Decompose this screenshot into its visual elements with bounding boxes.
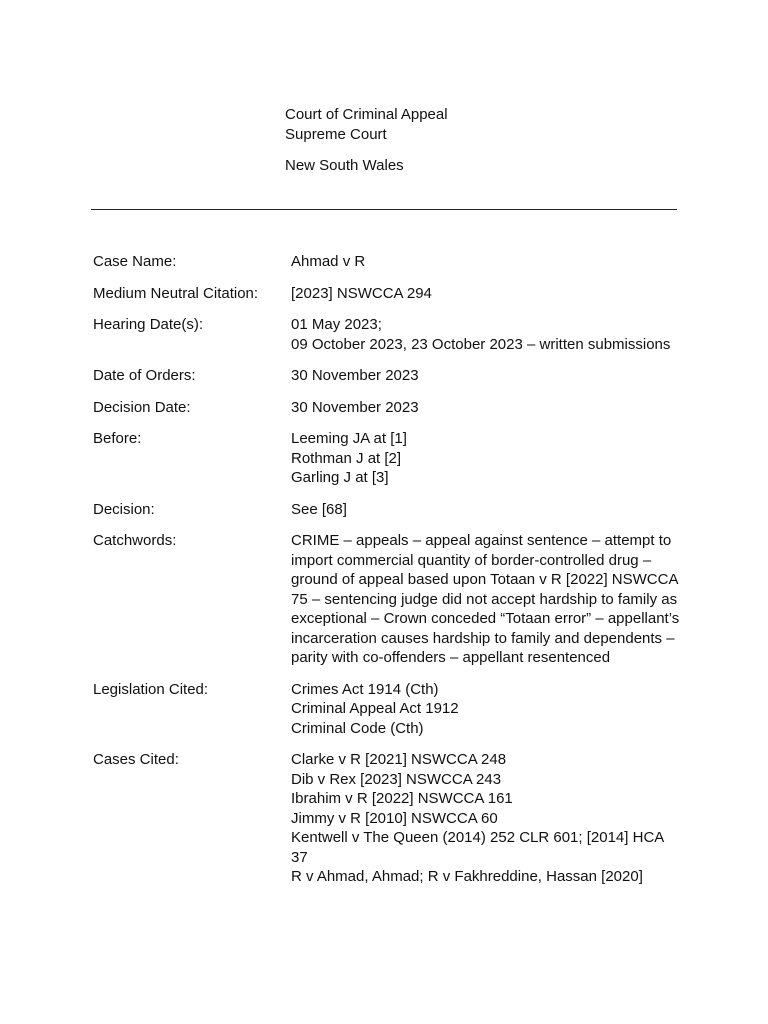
detail-value bbox=[291, 315, 683, 354]
detail-label: Legislation Cited: bbox=[93, 680, 209, 698]
detail-value bbox=[291, 284, 683, 304]
detail-value-line: R v Ahmad, Ahmad; R v Fakhreddine, Hassan [2020] bbox=[291, 868, 643, 885]
detail-value-line: Criminal Code (Cth) bbox=[291, 719, 424, 737]
detail-value-line: Crimes Act 1914 (Cth) bbox=[291, 680, 439, 698]
detail-value-line: Jimmy v R [2010] NSWCCA 60 bbox=[291, 809, 498, 827]
detail-value bbox=[291, 398, 683, 418]
detail-label: Medium Neutral Citation: bbox=[93, 284, 259, 302]
detail-value bbox=[291, 366, 683, 386]
detail-value-line: Ahmad v R bbox=[291, 253, 366, 270]
divider bbox=[91, 209, 677, 210]
detail-row bbox=[93, 680, 683, 739]
detail-row bbox=[93, 750, 683, 887]
detail-row bbox=[93, 429, 683, 488]
detail-label: Decision Date: bbox=[93, 398, 191, 416]
detail-value-line: Criminal Appeal Act 1912 bbox=[291, 700, 459, 717]
detail-value-line: Rothman J at [2] bbox=[291, 449, 402, 467]
detail-row bbox=[93, 252, 683, 272]
supreme-court: Supreme Court bbox=[285, 125, 387, 143]
detail-value-line: 09 October 2023, 23 October 2023 – written submissions bbox=[291, 335, 671, 353]
court-name: Court of Criminal Appeal bbox=[285, 106, 448, 123]
detail-label: Case Name: bbox=[93, 253, 177, 270]
detail-value-line: 30 November 2023 bbox=[291, 367, 419, 384]
detail-row bbox=[93, 398, 683, 418]
detail-row bbox=[93, 315, 683, 354]
detail-row bbox=[93, 366, 683, 386]
detail-value-line: [2023] NSWCCA 294 bbox=[291, 284, 432, 302]
detail-value-line: Garling J at [3] bbox=[291, 469, 389, 486]
detail-value bbox=[291, 531, 683, 668]
detail-label: Hearing Date(s): bbox=[93, 316, 204, 333]
detail-value-line: Kentwell v The Queen (2014) 252 CLR 601; [2014] HCA 37 bbox=[291, 829, 664, 866]
detail-value bbox=[291, 429, 683, 488]
detail-label: Catchwords: bbox=[93, 532, 177, 549]
detail-label: Decision: bbox=[93, 500, 155, 518]
court-header bbox=[285, 105, 448, 176]
detail-row bbox=[93, 531, 683, 668]
detail-value bbox=[291, 750, 683, 887]
case-details-table bbox=[93, 252, 683, 899]
detail-value-line: 01 May 2023; bbox=[291, 316, 382, 333]
detail-value-line: Ibrahim v R [2022] NSWCCA 161 bbox=[291, 790, 513, 807]
detail-value-line: Clarke v R [2021] NSWCCA 248 bbox=[291, 751, 507, 768]
detail-value-line: See [68] bbox=[291, 500, 347, 518]
detail-label: Before: bbox=[93, 430, 142, 447]
detail-value-line: 30 November 2023 bbox=[291, 398, 419, 416]
detail-value-line: Dib v Rex [2023] NSWCCA 243 bbox=[291, 770, 502, 788]
detail-label: Cases Cited: bbox=[93, 751, 179, 768]
detail-value-line: CRIME – appeals – appeal against sentence – attempt to import commercial quantity of border-controlled drug – ground of appeal based upon Totaan v R [2022] NSWCCA 75 – sentencing judge did not accept hardship to family as exceptional – Crown conceded “Totaan error” – appellant’s incarceration causes hardship to family and dependents – parity with co-offenders – appellant resentenced bbox=[291, 532, 680, 666]
jurisdiction: New South Wales bbox=[285, 157, 404, 174]
detail-value bbox=[291, 680, 683, 739]
detail-value bbox=[291, 500, 683, 520]
detail-value-line: Leeming JA at [1] bbox=[291, 430, 407, 447]
detail-row bbox=[93, 500, 683, 520]
detail-value bbox=[291, 252, 683, 272]
detail-row bbox=[93, 284, 683, 304]
detail-label: Date of Orders: bbox=[93, 367, 196, 384]
